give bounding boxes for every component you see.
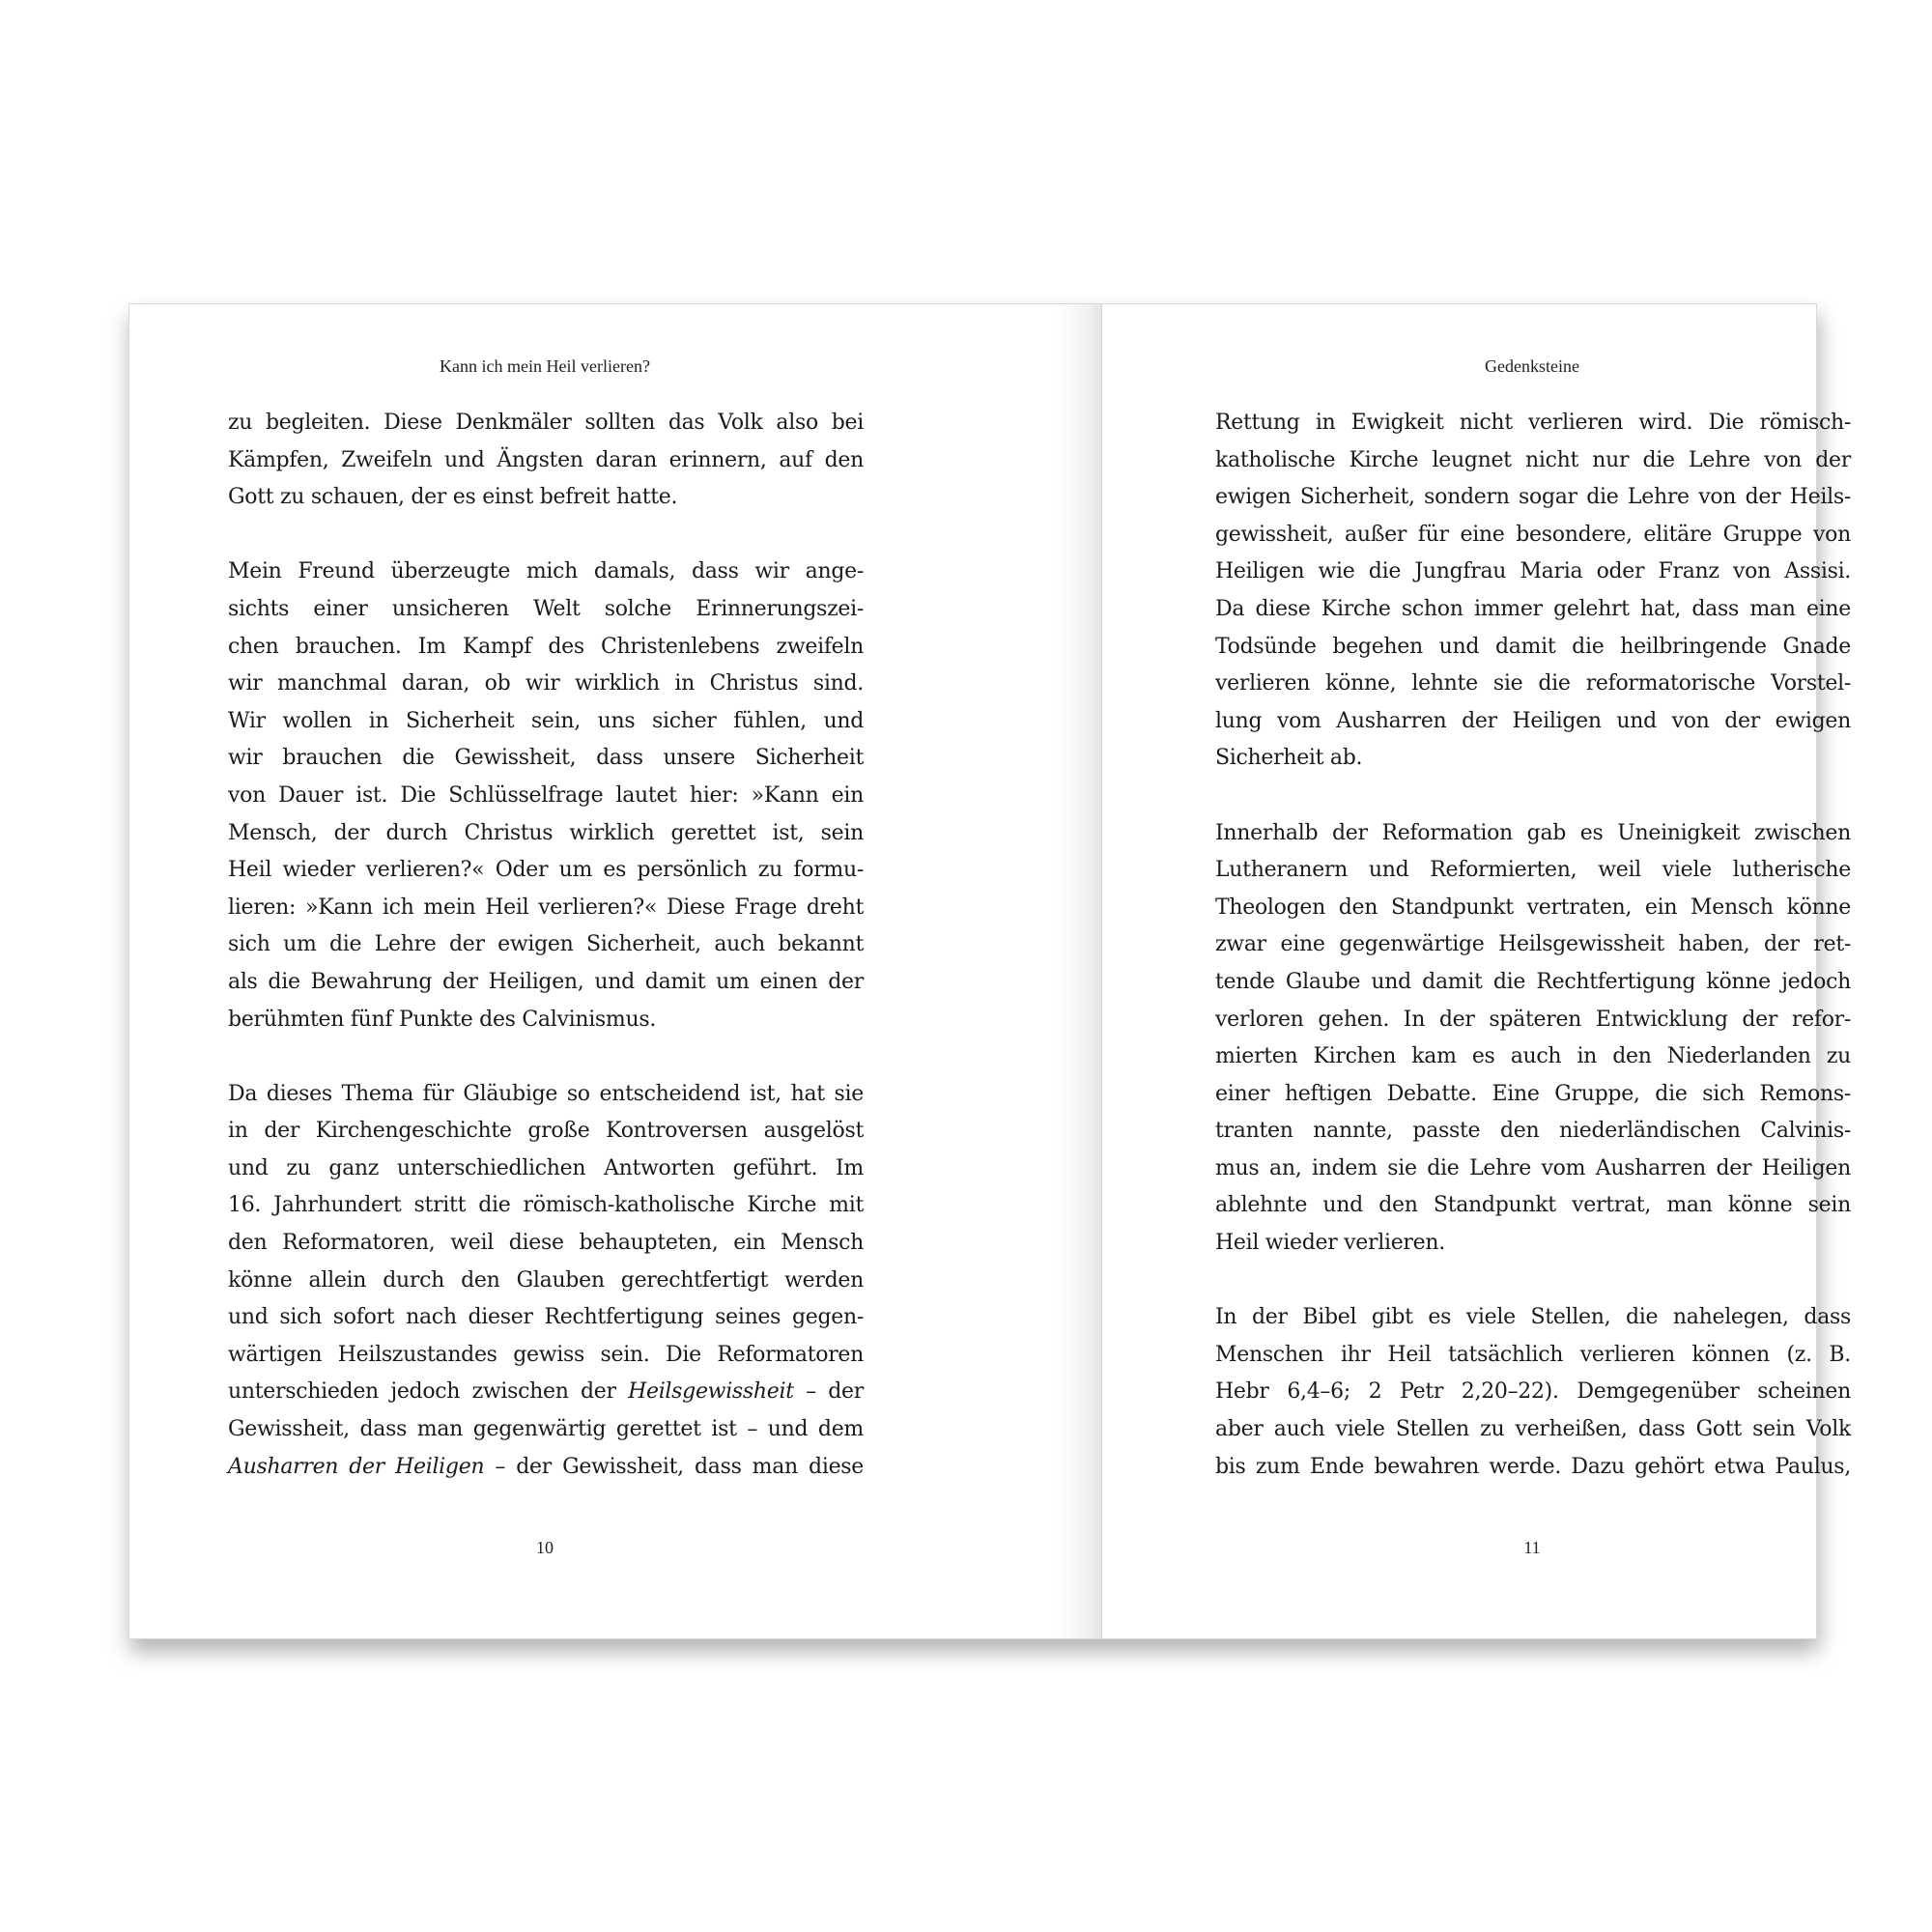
text-line: einer heftigen Debatte. Eine Gruppe, die sich Remons- — [1215, 1081, 1851, 1106]
text-line: 16. Jahrhundert stritt die römisch-katholische Kirche mit — [228, 1193, 864, 1218]
text-line: Mein Freund überzeugte mich damals, dass wir ange- — [228, 559, 864, 584]
text-line: wir manchmal daran, ob wir wirklich in Christus sind. — [228, 671, 864, 696]
text-line: sich um die Lehre der ewigen Sicherheit, auch bekannt — [228, 932, 864, 957]
text-line: ablehnte und den Standpunkt vertrat, man könne sein — [1215, 1193, 1851, 1218]
right-page — [1102, 304, 1851, 1638]
text-line: tranten nannte, passte den niederländischen Calvinis- — [1215, 1119, 1851, 1144]
text-line: Gewissheit, dass man gegenwärtig gerettet ist – und dem — [228, 1417, 864, 1442]
text-line: wir brauchen die Gewissheit, dass unsere Sicherheit — [228, 746, 864, 771]
text-line: Rettung in Ewigkeit nicht verlieren wird. Die römisch- — [1215, 411, 1851, 435]
text-line: gewissheit, außer für eine besondere, elitäre Gruppe von — [1215, 522, 1851, 547]
italic-term: Heilsgewissheit — [628, 1379, 794, 1405]
text-line — [228, 1374, 864, 1411]
text-line: Gott zu schauen, der es einst befreit hatte. — [228, 485, 678, 510]
text-line: Theologen den Standpunkt vertraten, ein Mensch könne — [1215, 895, 1851, 920]
paragraph-gap — [228, 517, 864, 554]
text-line: Menschen ihr Heil tatsächlich verlieren können (z. B. — [1215, 1342, 1851, 1367]
page-number: 10 — [536, 1538, 554, 1557]
text-line: Da diese Kirche schon immer gelehrt hat, dass man eine — [1215, 596, 1851, 621]
text-line: Lutheranern und Reformierten, weil viele lutherische — [1215, 858, 1851, 883]
text-line: lung vom Ausharren der Heiligen und von der ewigen — [1215, 708, 1851, 733]
text-line: und sich sofort nach dieser Rechtfertigung seines gegen- — [228, 1305, 864, 1330]
text-line: Sicherheit ab. — [1215, 746, 1363, 771]
text-line: In der Bibel gibt es viele Stellen, die nahelegen, dass — [1215, 1305, 1851, 1330]
text-line: Wir wollen in Sicherheit sein, uns sicher fühlen, und — [228, 708, 864, 733]
text-line: wärtigen Heilszustandes gewiss sein. Die Reformatoren — [228, 1342, 864, 1367]
text-line: Heil wieder verlieren?« Oder um es persönlich zu formu- — [228, 858, 864, 883]
page-number: 11 — [1523, 1538, 1541, 1557]
text-line: und zu ganz unterschiedlichen Antworten geführt. Im — [228, 1155, 864, 1180]
running-head: Kann ich mein Heil verlieren? — [440, 356, 650, 376]
text-line: Kämpfen, Zweifeln und Ängsten daran erinnern, auf den — [228, 447, 864, 472]
text-line: Heil wieder verlieren. — [1215, 1231, 1445, 1256]
text-line: zwar eine gegenwärtige Heilsgewissheit haben, der ret- — [1215, 932, 1851, 957]
text-segment: unterschieden jedoch zwischen der — [228, 1379, 629, 1405]
text-segment: – der — [793, 1379, 864, 1405]
text-line: zu begleiten. Diese Denkmäler sollten das Volk also bei — [228, 411, 864, 435]
text-line: von Dauer ist. Die Schlüsselfrage lautet hier: »Kann ein — [228, 782, 864, 808]
paragraph-gap — [1215, 1263, 1851, 1300]
text-segment: – der Gewissheit, dass man diese — [484, 1454, 864, 1479]
text-line: Da dieses Thema für Gläubige so entscheidend ist, hat sie — [228, 1081, 864, 1106]
left-page — [129, 304, 1101, 1638]
paragraph-gap — [228, 1038, 864, 1076]
text-line: als die Bewahrung der Heiligen, und damit um einen der — [228, 969, 864, 994]
text-line: bis zum Ende bewahren werde. Dazu gehört etwa Paulus, — [1215, 1454, 1851, 1479]
text-line: tende Glaube und damit die Rechtfertigung könne jedoch — [1215, 969, 1851, 994]
text-line — [228, 1449, 864, 1487]
text-line: mus an, indem sie die Lehre vom Ausharren der Heiligen — [1215, 1155, 1851, 1180]
italic-term: Ausharren der Heiligen — [228, 1454, 485, 1479]
text-line: Mensch, der durch Christus wirklich gerettet ist, sein — [228, 820, 864, 845]
text-line: Hebr 6,4–6; 2 Petr 2,20–22). Demgegenüber scheinen — [1215, 1379, 1851, 1405]
text-line: verlieren könne, lehnte sie die reformatorische Vorstel- — [1215, 671, 1851, 696]
text-line: chen brauchen. Im Kampf des Christenlebens zweifeln — [228, 634, 864, 659]
running-head: Gedenksteine — [1485, 356, 1579, 376]
paragraph-gap — [1215, 778, 1851, 815]
text-line: sichts einer unsicheren Welt solche Erinnerungszei- — [228, 596, 864, 621]
text-line: den Reformatoren, weil diese behaupteten, ein Mensch — [228, 1231, 864, 1256]
text-line: Heiligen wie die Jungfrau Maria oder Franz von Assisi. — [1215, 559, 1851, 584]
text-line: lieren: »Kann ich mein Heil verlieren?« Diese Frage dreht — [228, 895, 864, 920]
text-line: mierten Kirchen kam es auch in den Niederlanden zu — [1215, 1044, 1851, 1069]
text-line: Todsünde begehen und damit die heilbringende Gnade — [1215, 634, 1851, 659]
text-line: berühmten fünf Punkte des Calvinismus. — [228, 1007, 657, 1032]
text-line: in der Kirchengeschichte große Kontroversen ausgelöst — [228, 1119, 864, 1144]
text-line: könne allein durch den Glauben gerechtfertigt werden — [228, 1267, 864, 1293]
text-line: katholische Kirche leugnet nicht nur die Lehre von der — [1215, 447, 1851, 472]
text-line: verloren gehen. In der späteren Entwicklung der refor- — [1215, 1007, 1851, 1032]
body-text — [1215, 405, 1851, 1486]
text-line: ewigen Sicherheit, sondern sogar die Lehre von der Heils- — [1215, 485, 1851, 510]
book-spread — [128, 303, 1851, 1639]
text-line: Innerhalb der Reformation gab es Uneinigkeit zwischen — [1215, 820, 1851, 845]
body-text — [228, 405, 864, 1486]
text-line: aber auch viele Stellen zu verheißen, dass Gott sein Volk — [1215, 1417, 1851, 1442]
